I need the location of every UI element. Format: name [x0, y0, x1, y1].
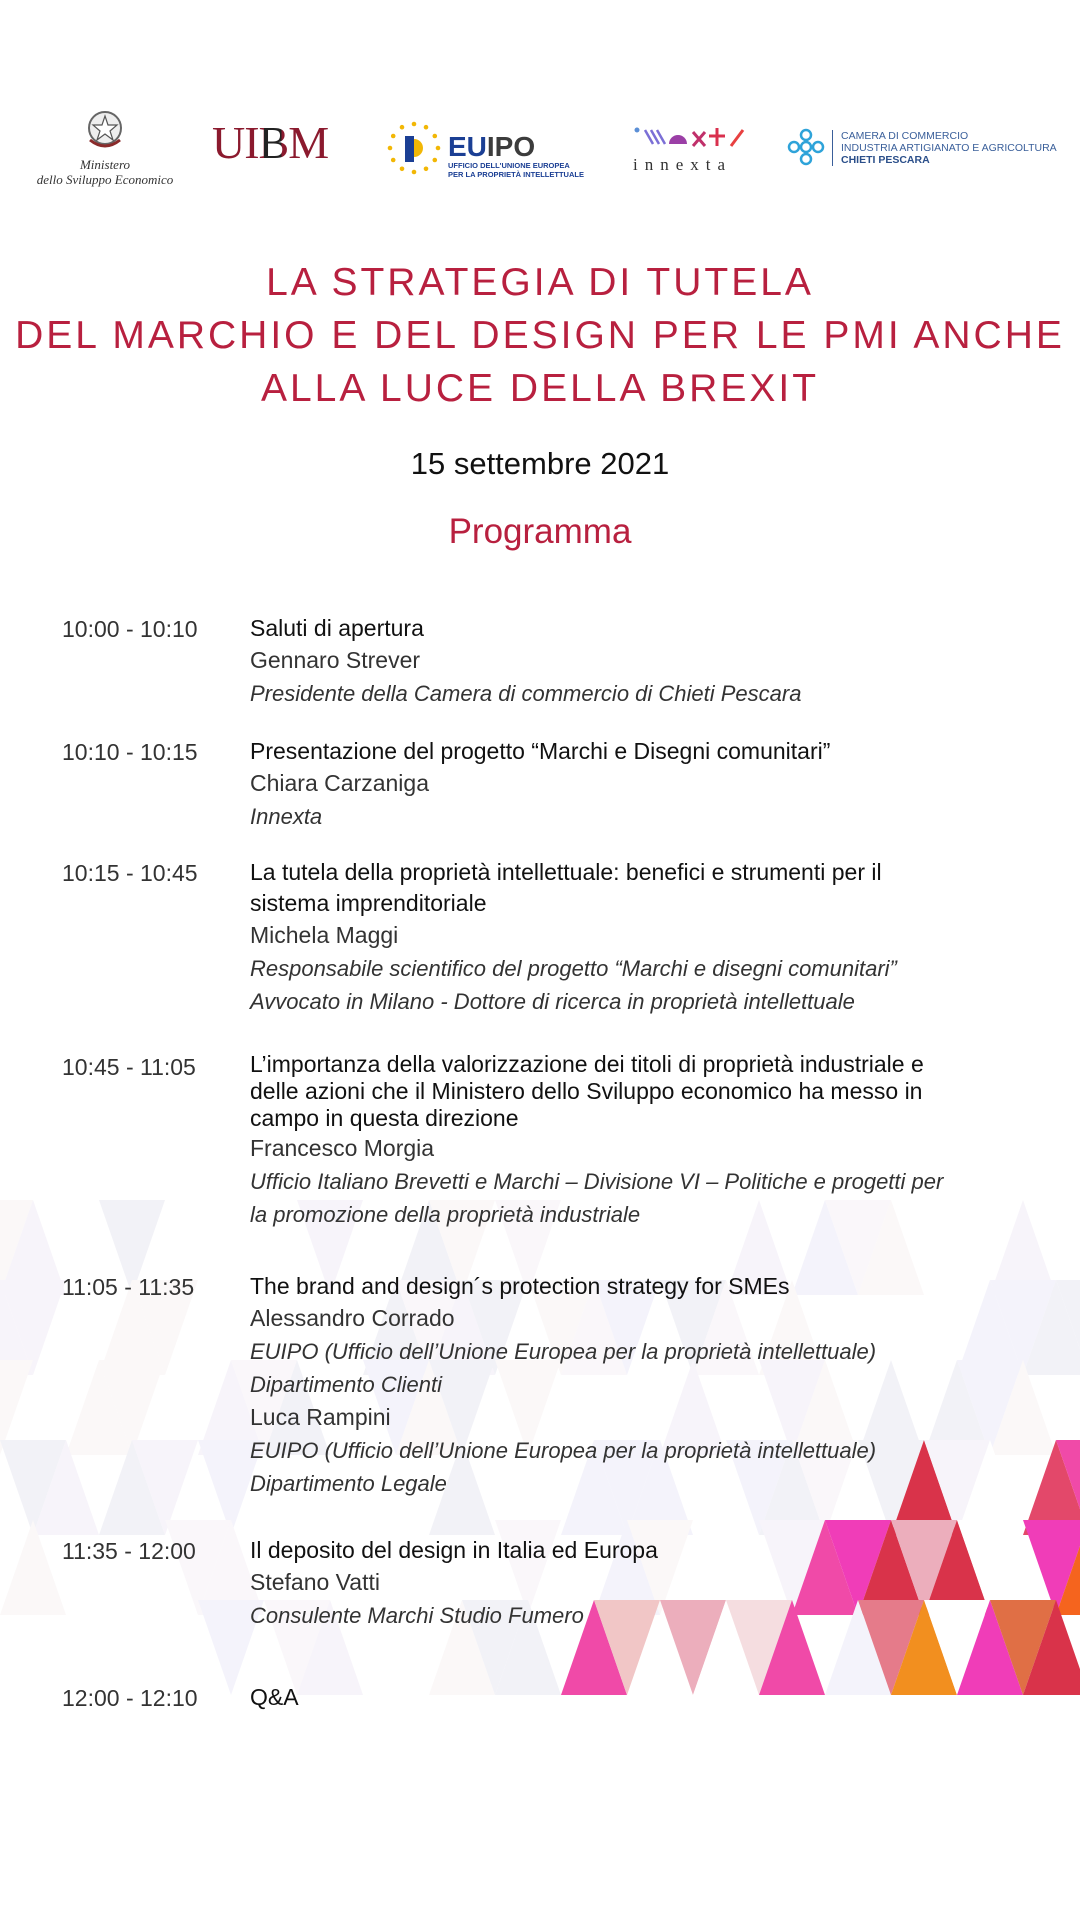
schedule-time: 10:00 - 10:10 [62, 616, 198, 642]
ministero-line2: dello Sviluppo Economico [36, 172, 174, 187]
logo-ministero-sviluppo-economico [30, 106, 180, 187]
programma-heading: Programma [448, 512, 632, 551]
session-title: Q&A [250, 1684, 299, 1710]
speaker-role: Presidente della Camera di commercio di Chieti Pescara [250, 681, 802, 706]
speaker-role: Responsabile scientifico del progetto “Marchi e disegni comunitari” [250, 956, 897, 981]
speaker-name: Michela Maggi [250, 922, 399, 948]
speaker-role: EUIPO (Ufficio dell’Unione Europea per la proprietà intellettuale) [250, 1339, 877, 1364]
logo-innexta [633, 124, 748, 175]
speaker-role: Avvocato in Milano - Dottore di ricerca in proprietà intellettuale [250, 989, 855, 1014]
title-line: LA STRATEGIA DI TUTELA [266, 261, 814, 304]
star-icon [412, 170, 417, 175]
schedule-body [250, 613, 1010, 710]
speaker-role: Consulente Marchi Studio Fumero [250, 1603, 584, 1628]
speaker-name: Gennaro Strever [250, 647, 421, 673]
schedule-body [250, 857, 1010, 1018]
italian-emblem-icon [30, 106, 180, 152]
session-title: campo in questa direzione [250, 1105, 519, 1131]
star-icon [391, 158, 396, 163]
star-icon [412, 122, 417, 127]
speaker-role: Innexta [250, 804, 323, 829]
speaker-name: Stefano Vatti [250, 1569, 380, 1595]
star-icon [432, 158, 437, 163]
eu-stars-icon [386, 120, 442, 176]
speaker-name: Francesco Morgia [250, 1135, 435, 1161]
schedule-time: 12:00 - 12:10 [62, 1685, 198, 1711]
session-title: Il deposito del design in Italia ed Europa [250, 1537, 658, 1563]
speaker-role: la promozione della proprietà industriale [250, 1202, 641, 1227]
logo-camera-commercio [786, 128, 1066, 168]
session-title: delle azioni che il Ministero dello Sviluppo economico ha messo in [250, 1078, 923, 1104]
speaker-role: Dipartimento Clienti [250, 1372, 442, 1397]
euipo-sub2: PER LA PROPRIETÀ INTELLETTUALE [448, 170, 584, 179]
ministero-line1: Ministero [79, 157, 131, 172]
euipo-ipo: IPO [486, 131, 536, 162]
schedule-time: 10:45 - 11:05 [62, 1054, 196, 1080]
session-title: La tutela della proprietà intellettuale: benefici e strumenti per il [250, 859, 882, 885]
schedule-body [250, 1535, 1010, 1632]
speaker-name: Alessandro Corrado [250, 1305, 455, 1331]
innexta-name: innexta [633, 155, 733, 174]
speaker-role: Dipartimento Legale [250, 1471, 447, 1496]
camera-line2: INDUSTRIA ARTIGIANATO E AGRICOLTURA [841, 142, 1057, 154]
euipo-eu: EU [448, 131, 487, 162]
star-icon [432, 134, 437, 139]
schedule-body [250, 1682, 1010, 1713]
star-icon [424, 125, 429, 130]
innexta-mark-icon [633, 124, 748, 150]
speaker-name: Luca Rampini [250, 1404, 391, 1430]
star-icon [424, 166, 429, 171]
schedule-time: 10:15 - 10:45 [62, 860, 198, 886]
star-icon [391, 134, 396, 139]
camera-line1: CAMERA DI COMMERCIO [841, 130, 969, 142]
session-title: The brand and design´s protection strategy for SMEs [250, 1273, 790, 1299]
schedule-body [250, 1271, 1010, 1500]
session-title: sistema imprenditoriale [250, 890, 487, 916]
session-title: Presentazione del progetto “Marchi e Disegni comunitari” [250, 738, 831, 764]
euipo-sub1: UFFICIO DELL'UNIONE EUROPEA [448, 161, 570, 170]
schedule-time: 10:10 - 10:15 [62, 739, 198, 765]
logo-uibm [212, 117, 329, 168]
uibm-text: UIBM [212, 117, 329, 168]
speaker-name: Chiara Carzaniga [250, 770, 429, 796]
speaker-role: EUIPO (Ufficio dell’Unione Europea per la proprietà intellettuale) [250, 1438, 877, 1463]
session-title: L’importanza della valorizzazione dei titoli di proprietà industriale e [250, 1051, 924, 1077]
schedule-body [250, 1051, 1010, 1231]
schedule-time: 11:05 - 11:35 [62, 1274, 195, 1300]
camera-line3: CHIETI PESCARA [841, 154, 930, 166]
schedule-time: 11:35 - 12:00 [62, 1538, 196, 1564]
star-icon [400, 125, 405, 130]
star-icon [388, 146, 393, 151]
speaker-role: Ufficio Italiano Brevetti e Marchi – Divisione VI – Politiche e progetti per [250, 1169, 944, 1194]
session-title: Saluti di apertura [250, 615, 424, 641]
event-title [0, 256, 1080, 415]
schedule-body [250, 736, 1010, 833]
star-icon [436, 146, 441, 151]
title-line: DEL MARCHIO E DEL DESIGN PER LE PMI ANCHE [15, 314, 1065, 357]
event-date: 15 settembre 2021 [410, 446, 670, 481]
star-icon [400, 166, 405, 171]
camera-swirl-icon [786, 128, 826, 166]
title-line: ALLA LUCE DELLA BREXIT [260, 367, 820, 410]
logo-euipo [386, 120, 601, 178]
